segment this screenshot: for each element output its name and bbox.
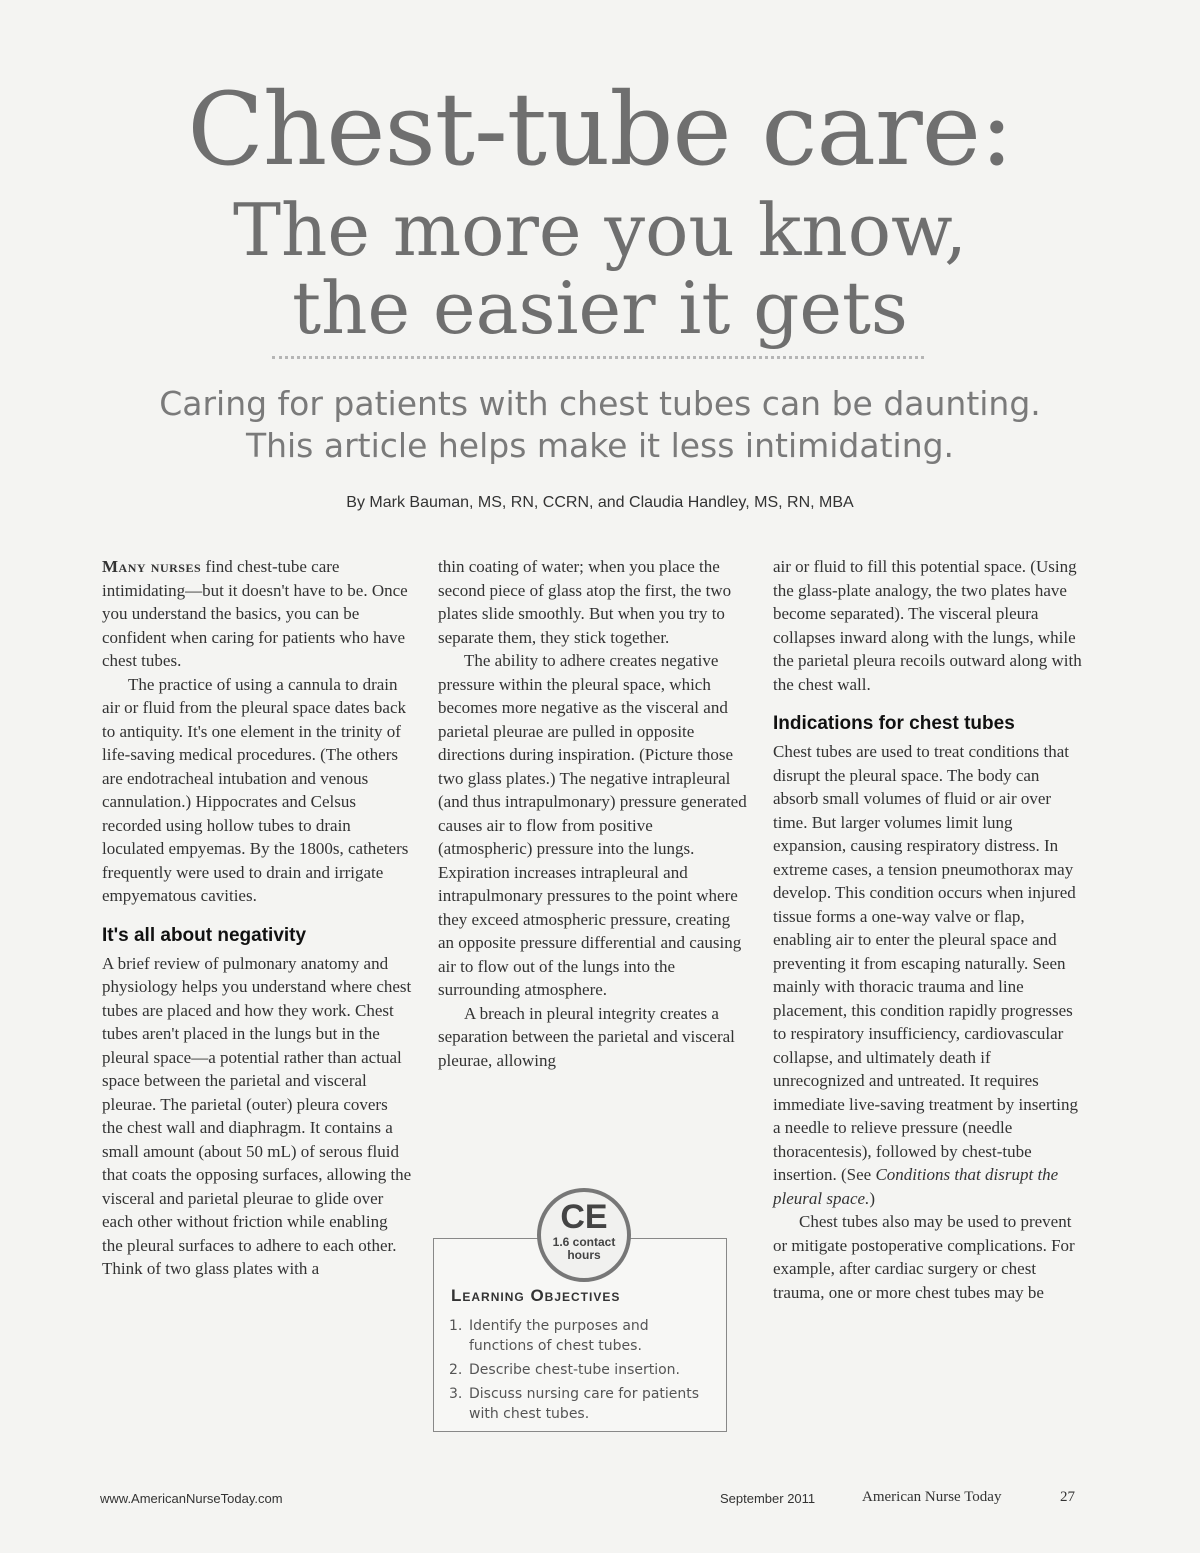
ce-hours-line-2: hours [567,1248,601,1262]
learning-objectives-list [449,1316,717,1428]
title-line-2: The more you know, [232,188,968,272]
ce-badge-label: CE [560,1198,608,1236]
objective-number: 1. [449,1318,463,1334]
objective-text: Identify the purposes and functions of chest tubes. [469,1318,649,1354]
byline: By Mark Bauman, MS, RN, CCRN, and Claudia Handley, MS, RN, MBA [346,494,854,511]
col1-paragraph-3: A brief review of pulmonary anatomy and physiology helps you understand where chest tubes are placed and how they work. Chest tubes aren't placed in the lungs but in the pleural space—a potential rather than actual space between the parietal and visceral pleurae. The parietal (outer) pleura covers the chest wall and diaphragm. It contains a small amount (about 50 mL) of serous fluid that coats the opposing surfaces, allowing the visceral and parietal pleurae to glide over each other without friction while enabling the pleural surfaces to adhere to each other. Think of two glass plates with a [102,953,412,1278]
objective-item [449,1360,717,1380]
title-line-1: Chest-tube care: [187,71,1013,188]
objective-text: Discuss nursing care for patients with chest tubes. [469,1386,700,1422]
section-heading-negativity: It's all about negativity [102,924,307,946]
column-1 [102,555,412,1281]
col2-paragraph-3: A breach in pleural integrity creates a separation between the parietal and visceral pleurae, allowing [438,1003,735,1070]
col2-paragraph-1: thin coating of water; when you place the second piece of glass atop the first, the two plates slide smoothly. But when you try to separate them, they stick together. [438,557,732,647]
col3-p2-text: Chest tubes are used to treat conditions that disrupt the pleural space. The body can absorb small volumes of fluid or air over time. But larger volumes limit lung expansion, causing respiratory distress. In extreme cases, a tension pneumothorax may develop. This condition occurs when injured tissue forms a one-way valve or flap, enabling air to enter the pleural space and preventing it from escaping naturally. Seen mainly with thoracic trauma and line placement, this condition rapidly progresses to respiratory insufficiency, cardiovascular collapse, and ultimately death if unrecognized and untreated. It requires immediate live-saving treatment by inserting a needle to relieve pressure (needle thoracentesis), followed by chest-tube insertion. (See [773,742,1078,1184]
learning-objectives-title: Learning Objectives [451,1286,621,1305]
ce-hours-line-1: 1.6 contact [552,1235,616,1249]
footer-magazine: American Nurse Today [862,1489,1002,1505]
objective-item [449,1384,717,1424]
title-line-3: the easier it gets [292,266,908,350]
dotted-divider [272,356,924,359]
column-3 [773,555,1083,1304]
col3-paragraph-3: Chest tubes also may be used to prevent or mitigate postoperative complications. For example, after cardiac surgery or chest trauma, one or more chest tubes may be [773,1212,1075,1302]
col2-paragraph-2: The ability to adhere creates negative pressure within the pleural space, which becomes more negative as the visceral and parietal pleurae are pulled in opposite directions during inspiration. (Picture those two glass plates.) The negative intrapleural (and thus intrapulmonary) pressure generated causes air to flow from positive (atmospheric) pressure into the lungs. Expiration increases intrapleural and intrapulmonary pressures to the point where they exceed atmospheric pressure, creating an opposite pressure differential and causing air to flow out of the lungs into the surrounding atmosphere. [438,651,747,999]
col1-paragraph-2: The practice of using a cannula to drain air or fluid from the pleural space dates back to antiquity. It's one element in the trinity of life-saving medical procedures. (The others are endotracheal intubation and venous cannulation.) Hippocrates and Celsus recorded using hollow tubes to drain loculated empyemas. By the 1800s, catheters frequently were used to drain and irrigate empyematous cavities. [102,674,409,905]
col3-p2-end: ) [869,1188,875,1208]
col3-paragraph-1: air or fluid to fill this potential space. (Using the glass-plate analogy, the two plates have become separated). The visceral pleura collapses inward along with the lungs, while the parietal pleura recoils outward along with the chest wall. [773,557,1082,694]
objective-text: Describe chest-tube insertion. [469,1362,681,1378]
section-heading-indications: Indications for chest tubes [773,713,1015,734]
footer-date: September 2011 [720,1491,816,1506]
footer-url: www.AmericanNurseToday.com [100,1491,283,1506]
sidebar-reference: Conditions that disrupt the pleural space. [773,1165,1059,1208]
col1-p1-text: find chest-tube care intimidating—but it doesn't have to be. Once you understand the basics, you can be confident when caring for patients who have chest tubes. [102,557,408,670]
objective-number: 3. [449,1386,463,1402]
ce-badge [537,1188,631,1282]
footer-page-number: 27 [1060,1489,1075,1505]
deck-line-2: This article helps make it less intimidating. [245,426,955,465]
column-2 [438,555,748,1072]
col1-paragraph-1 [102,555,412,673]
col3-paragraph-2 [773,740,1083,1210]
objective-number: 2. [449,1362,463,1378]
lead-caps: Many nurses [102,557,202,576]
deck-line-1: Caring for patients with chest tubes can be daunting. [159,384,1041,423]
objective-item [449,1316,717,1356]
